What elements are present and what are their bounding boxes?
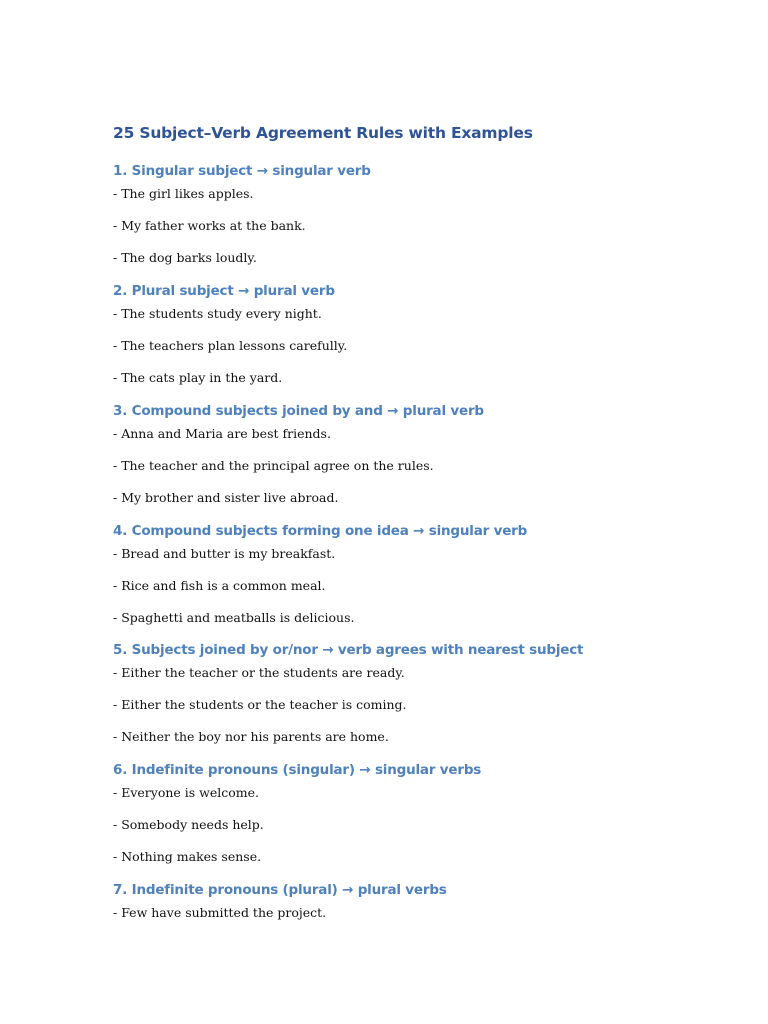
rule-6-example-3: - Nothing makes sense.	[113, 849, 262, 864]
rule-4-example-2: - Rice and fish is a common meal.	[113, 578, 326, 593]
rule-6-example-1: - Everyone is welcome.	[113, 785, 259, 800]
rule-6-example-2: - Somebody needs help.	[113, 817, 264, 832]
document-title: 25 Subject–Verb Agreement Rules with Examples	[113, 124, 533, 142]
rule-heading-2: 2. Plural subject → plural verb	[113, 283, 335, 299]
rule-4-example-1: - Bread and butter is my breakfast.	[113, 546, 336, 561]
rule-heading-7: 7. Indefinite pronouns (plural) → plural verbs	[113, 882, 447, 898]
rule-7-example-1: - Few have submitted the project.	[113, 905, 327, 920]
rule-4-example-3: - Spaghetti and meatballs is delicious.	[113, 610, 355, 625]
rule-5-example-3: - Neither the boy nor his parents are home.	[113, 729, 389, 744]
rule-2-example-2: - The teachers plan lessons carefully.	[113, 338, 348, 353]
rule-1-example-3: - The dog barks loudly.	[113, 250, 257, 265]
rule-heading-5: 5. Subjects joined by or/nor → verb agrees with nearest subject	[113, 642, 584, 658]
rule-5-example-1: - Either the teacher or the students are ready.	[113, 665, 405, 680]
rule-3-example-1: - Anna and Maria are best friends.	[113, 426, 331, 441]
rule-heading-4: 4. Compound subjects forming one idea → singular verb	[113, 523, 528, 539]
rule-1-example-2: - My father works at the bank.	[113, 218, 306, 233]
rule-5-example-2: - Either the students or the teacher is coming.	[113, 697, 407, 712]
rule-3-example-2: - The teacher and the principal agree on the rules.	[113, 458, 434, 473]
rule-3-example-3: - My brother and sister live abroad.	[113, 490, 339, 505]
rule-heading-3: 3. Compound subjects joined by and → plural verb	[113, 403, 484, 419]
rule-heading-1: 1. Singular subject → singular verb	[113, 163, 371, 179]
rule-heading-6: 6. Indefinite pronouns (singular) → singular verbs	[113, 762, 482, 778]
rule-2-example-1: - The students study every night.	[113, 306, 322, 321]
rule-1-example-1: - The girl likes apples.	[113, 186, 254, 201]
rule-2-example-3: - The cats play in the yard.	[113, 370, 283, 385]
